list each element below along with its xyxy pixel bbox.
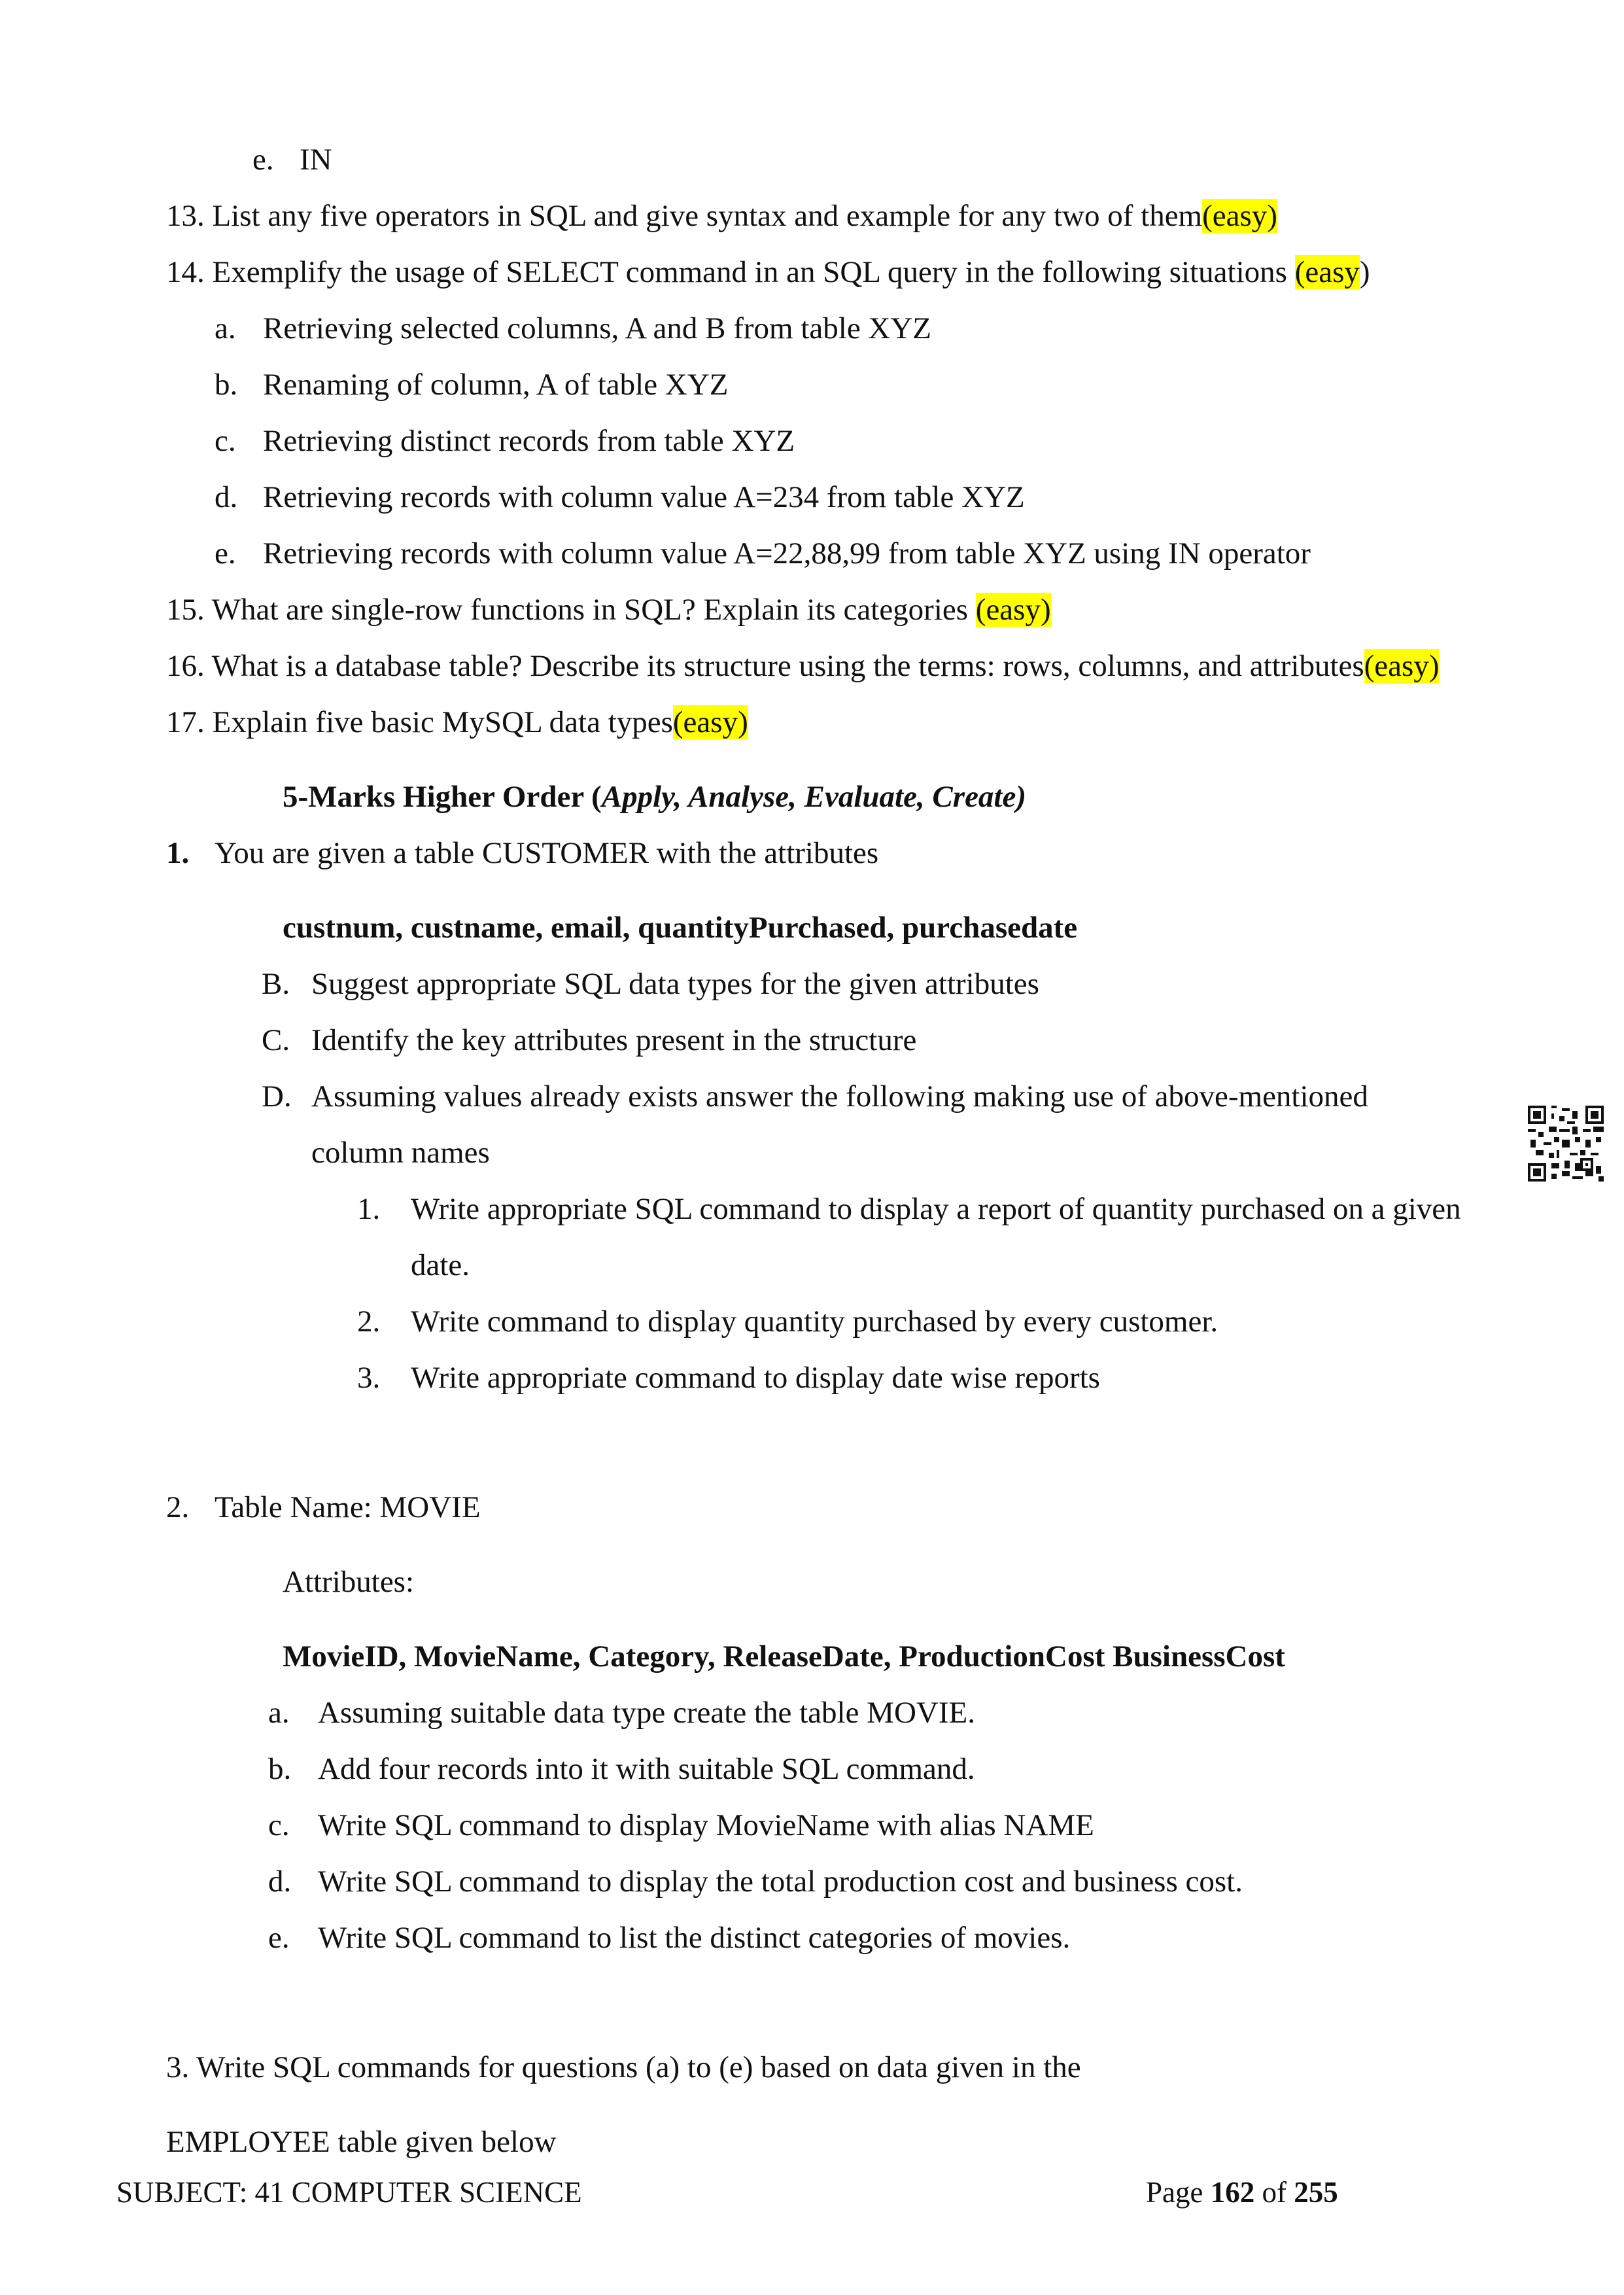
list-item-text: Identify the key attributes present in the structure [311, 1023, 917, 1057]
q2-attributes: MovieID, MovieName, Category, ReleaseDate, ProductionCost BusinessCost [283, 1639, 1285, 1673]
list-item-text: Write appropriate command to display date wise reports [411, 1361, 1100, 1395]
list-item-text: Assuming values already exists answer the following making use of above-mentioned [311, 1079, 1368, 1113]
q14-item-a [215, 310, 931, 347]
list-item-text: Assuming suitable data type create the table MOVIE. [318, 1696, 975, 1730]
list-item-text: Write command to display quantity purchased by every customer. [411, 1305, 1218, 1339]
q1-item-d-cont: column names [311, 1136, 490, 1170]
q14-item-d [215, 479, 1025, 516]
question-number: 15. [166, 593, 205, 627]
list-item-text: Add four records into it with suitable SQL command. [318, 1752, 975, 1786]
q2 [166, 1489, 481, 1526]
q2-item-d [268, 1863, 1243, 1900]
question-text: Exemplify the usage of SELECT command in an SQL query in the following situations [212, 255, 1295, 289]
page-number [1146, 2175, 1338, 2210]
list-marker: e. [215, 536, 236, 570]
list-item-text: Retrieving selected columns, A and B from table XYZ [263, 311, 932, 345]
question-number: 1. [166, 836, 190, 870]
list-marker: b. [268, 1752, 292, 1786]
list-item-text: Write appropriate SQL command to display a report of quantity purchased on a given [411, 1192, 1461, 1226]
difficulty-tag: (easy [1294, 255, 1360, 289]
list-item-text: Retrieving records with column value A=22,88,99 from table XYZ using IN operator [263, 536, 1311, 570]
q3-line-1: 3. Write SQL commands for questions (a) to (e) based on data given in the [166, 2050, 1081, 2084]
footer-subject: SUBJECT: 41 COMPUTER SCIENCE [116, 2176, 582, 2209]
list-marker: a. [268, 1696, 290, 1730]
list-marker: 3. [357, 1361, 381, 1395]
list-item-text: Suggest appropriate SQL data types for the given attributes [311, 967, 1039, 1001]
q14-item-e [215, 535, 1311, 572]
question-16 [166, 648, 1439, 684]
list-item-text: IN [300, 143, 332, 177]
page-total: 255 [1294, 2176, 1338, 2209]
q3-line-2: EMPLOYEE table given below [166, 2125, 557, 2159]
list-marker: 2. [357, 1305, 381, 1339]
q1-subitem-3 [357, 1359, 1100, 1396]
q1-subitem-2 [357, 1303, 1218, 1340]
list-marker: D. [262, 1079, 292, 1113]
difficulty-tag: (easy) [1202, 199, 1277, 233]
list-marker: e. [252, 143, 274, 177]
q1-item-c [262, 1022, 916, 1059]
list-marker: B. [262, 967, 290, 1001]
list-marker: d. [215, 480, 238, 514]
q1-item-d [262, 1078, 1368, 1115]
difficulty-tag: (easy) [672, 705, 748, 739]
question-17 [166, 704, 748, 741]
qr-code-icon [1528, 1106, 1604, 1182]
question-text: What are single-row functions in SQL? Explain its categories [211, 593, 976, 627]
list-item-text: Write SQL command to display MovieName with alias NAME [318, 1808, 1094, 1842]
list-marker: b. [215, 368, 238, 402]
question-text-end: ) [1359, 255, 1370, 289]
question-text: List any five operators in SQL and give syntax and example for any two of them [212, 199, 1203, 233]
list-item-text: Write SQL command to display the total production cost and business cost. [318, 1865, 1243, 1899]
question-text: You are given a table CUSTOMER with the attributes [215, 836, 879, 870]
question-number: 14. [166, 255, 205, 289]
list-item-text: Write SQL command to list the distinct categories of movies. [318, 1921, 1071, 1955]
question-number: 17. [166, 705, 205, 739]
page-mid: of [1254, 2176, 1294, 2209]
list-item-text: Retrieving records with column value A=234 from table XYZ [263, 480, 1025, 514]
q14-item-c [215, 423, 795, 459]
q2-item-c [268, 1807, 1094, 1844]
difficulty-tag: (easy) [1364, 649, 1440, 683]
section-heading [283, 779, 1026, 815]
question-text: Explain five basic MySQL data types [212, 705, 673, 739]
list-marker: 1. [357, 1192, 381, 1226]
list-item-text: Retrieving distinct records from table XYZ [263, 424, 795, 458]
section-heading-italic: Apply, Analyse, Evaluate, Create) [601, 780, 1026, 814]
q1-item-b [262, 966, 1039, 1002]
question-number: 2. [166, 1490, 190, 1524]
page-prefix: Page [1146, 2176, 1211, 2209]
question-text: Table Name: MOVIE [215, 1490, 481, 1524]
list-marker: d. [268, 1865, 292, 1899]
q1-subitem-1 [357, 1191, 1461, 1227]
difficulty-tag: (easy) [975, 593, 1051, 627]
list-marker: a. [215, 311, 236, 345]
prev-list-item [252, 141, 332, 178]
q2-item-a [268, 1694, 975, 1731]
q1-attributes: custnum, custname, email, quantityPurchased, purchasedate [283, 911, 1078, 945]
question-15 [166, 591, 1051, 628]
q2-item-e [268, 1919, 1070, 1956]
question-number: 16. [166, 649, 205, 683]
q14-item-b [215, 366, 728, 403]
list-marker: c. [215, 424, 236, 458]
list-item-text: Renaming of column, A of table XYZ [263, 368, 729, 402]
q1-subitem-1-cont: date. [411, 1248, 470, 1282]
page-current: 162 [1210, 2176, 1255, 2209]
q2-attr-label: Attributes: [283, 1565, 415, 1599]
q1 [166, 835, 878, 871]
question-number: 13. [166, 199, 205, 233]
list-marker: C. [262, 1023, 290, 1057]
question-text: What is a database table? Describe its structure using the terms: rows, columns, and attributes [211, 649, 1364, 683]
list-marker: e. [268, 1921, 290, 1955]
section-heading-bold: 5-Marks Higher Order ( [283, 780, 602, 814]
q2-item-b [268, 1751, 975, 1787]
list-marker: c. [268, 1808, 290, 1842]
question-14 [166, 254, 1370, 290]
question-13 [166, 198, 1277, 234]
